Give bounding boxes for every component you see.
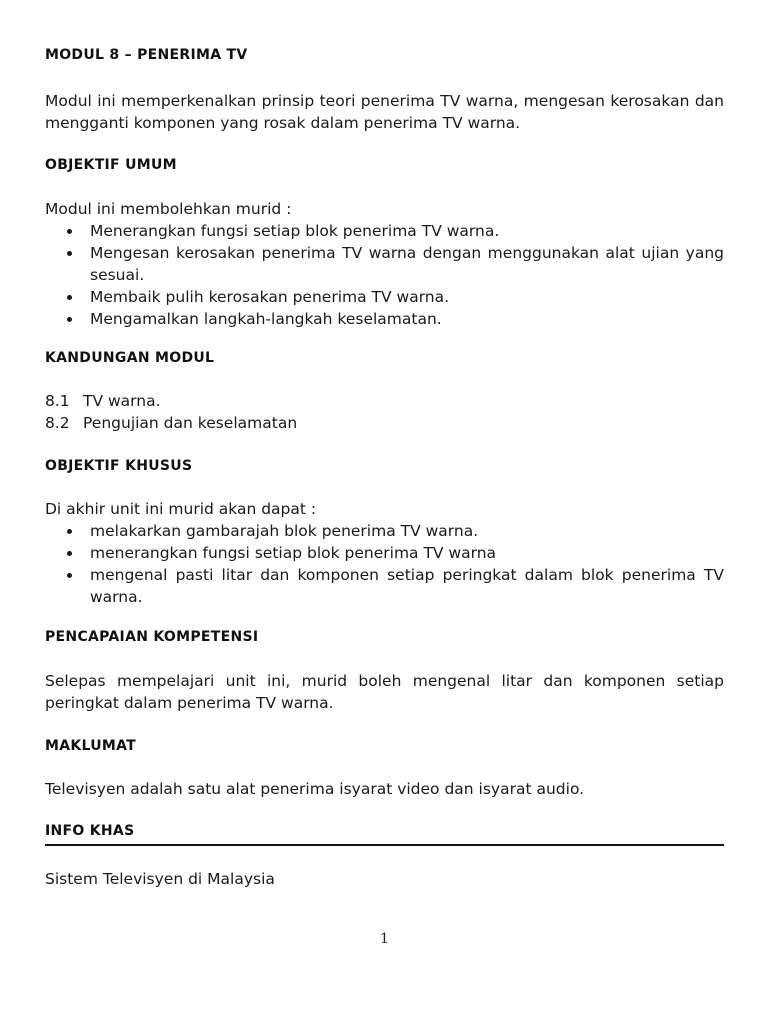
objektif-umum-list <box>45 220 724 330</box>
list-item-text: Mengesan kerosakan penerima TV warna dengan menggunakan alat ujian yang sesuai. <box>90 244 724 284</box>
page-number: 1 <box>380 931 389 947</box>
objektif-khusus-list <box>45 520 724 608</box>
bullet-icon <box>67 573 72 578</box>
list-item-text: Mengamalkan langkah-langkah keselamatan. <box>90 310 442 328</box>
bullet-icon <box>67 295 72 300</box>
bullet-icon <box>67 251 72 256</box>
pencapaian-kompetensi-text: Selepas mempelajari unit ini, murid boleh mengenal litar dan komponen setiap peringkat dalam penerima TV warna. <box>45 672 724 712</box>
list-item <box>45 286 724 308</box>
bullet-icon <box>67 529 72 534</box>
list-item-text: TV warna. <box>83 392 161 410</box>
list-item <box>45 542 724 564</box>
list-item-text: Pengujian dan keselamatan <box>83 414 298 432</box>
list-item <box>45 520 724 542</box>
info-khas-text: Sistem Televisyen di Malaysia <box>45 870 275 888</box>
kandungan-modul-heading: KANDUNGAN MODUL <box>45 350 215 366</box>
bullet-icon <box>67 229 72 234</box>
objektif-umum-lead: Modul ini membolehkan murid : <box>45 200 292 218</box>
objektif-khusus-heading: OBJEKTIF KHUSUS <box>45 458 193 474</box>
intro-paragraph: Modul ini memperkenalkan prinsip teori penerima TV warna, mengesan kerosakan dan mengganti komponen yang rosak dalam penerima TV warna. <box>45 92 724 132</box>
document-page <box>45 0 724 1024</box>
list-item <box>45 412 297 434</box>
document-title: MODUL 8 – PENERIMA TV <box>45 47 248 63</box>
pencapaian-kompetensi-heading: PENCAPAIAN KOMPETENSI <box>45 629 259 645</box>
list-item <box>45 220 724 242</box>
bullet-icon <box>67 317 72 322</box>
bullet-icon <box>67 551 72 556</box>
list-item <box>45 242 724 286</box>
section-divider <box>45 844 724 846</box>
item-number: 8.2 <box>45 414 70 432</box>
kandungan-modul-list <box>45 390 297 434</box>
list-item <box>45 308 724 330</box>
list-item <box>45 564 724 608</box>
objektif-khusus-lead: Di akhir unit ini murid akan dapat : <box>45 500 317 518</box>
list-item-text: mengenal pasti litar dan komponen setiap peringkat dalam blok penerima TV warna. <box>90 566 724 606</box>
item-number: 8.1 <box>45 392 70 410</box>
maklumat-text: Televisyen adalah satu alat penerima isyarat video dan isyarat audio. <box>45 780 585 798</box>
list-item-text: menerangkan fungsi setiap blok penerima TV warna <box>90 544 497 562</box>
list-item <box>45 390 297 412</box>
list-item-text: Membaik pulih kerosakan penerima TV warna. <box>90 288 450 306</box>
objektif-umum-heading: OBJEKTIF UMUM <box>45 157 177 173</box>
list-item-text: melakarkan gambarajah blok penerima TV warna. <box>90 522 479 540</box>
info-khas-heading: INFO KHAS <box>45 823 135 839</box>
maklumat-heading: MAKLUMAT <box>45 738 137 754</box>
list-item-text: Menerangkan fungsi setiap blok penerima TV warna. <box>90 222 500 240</box>
